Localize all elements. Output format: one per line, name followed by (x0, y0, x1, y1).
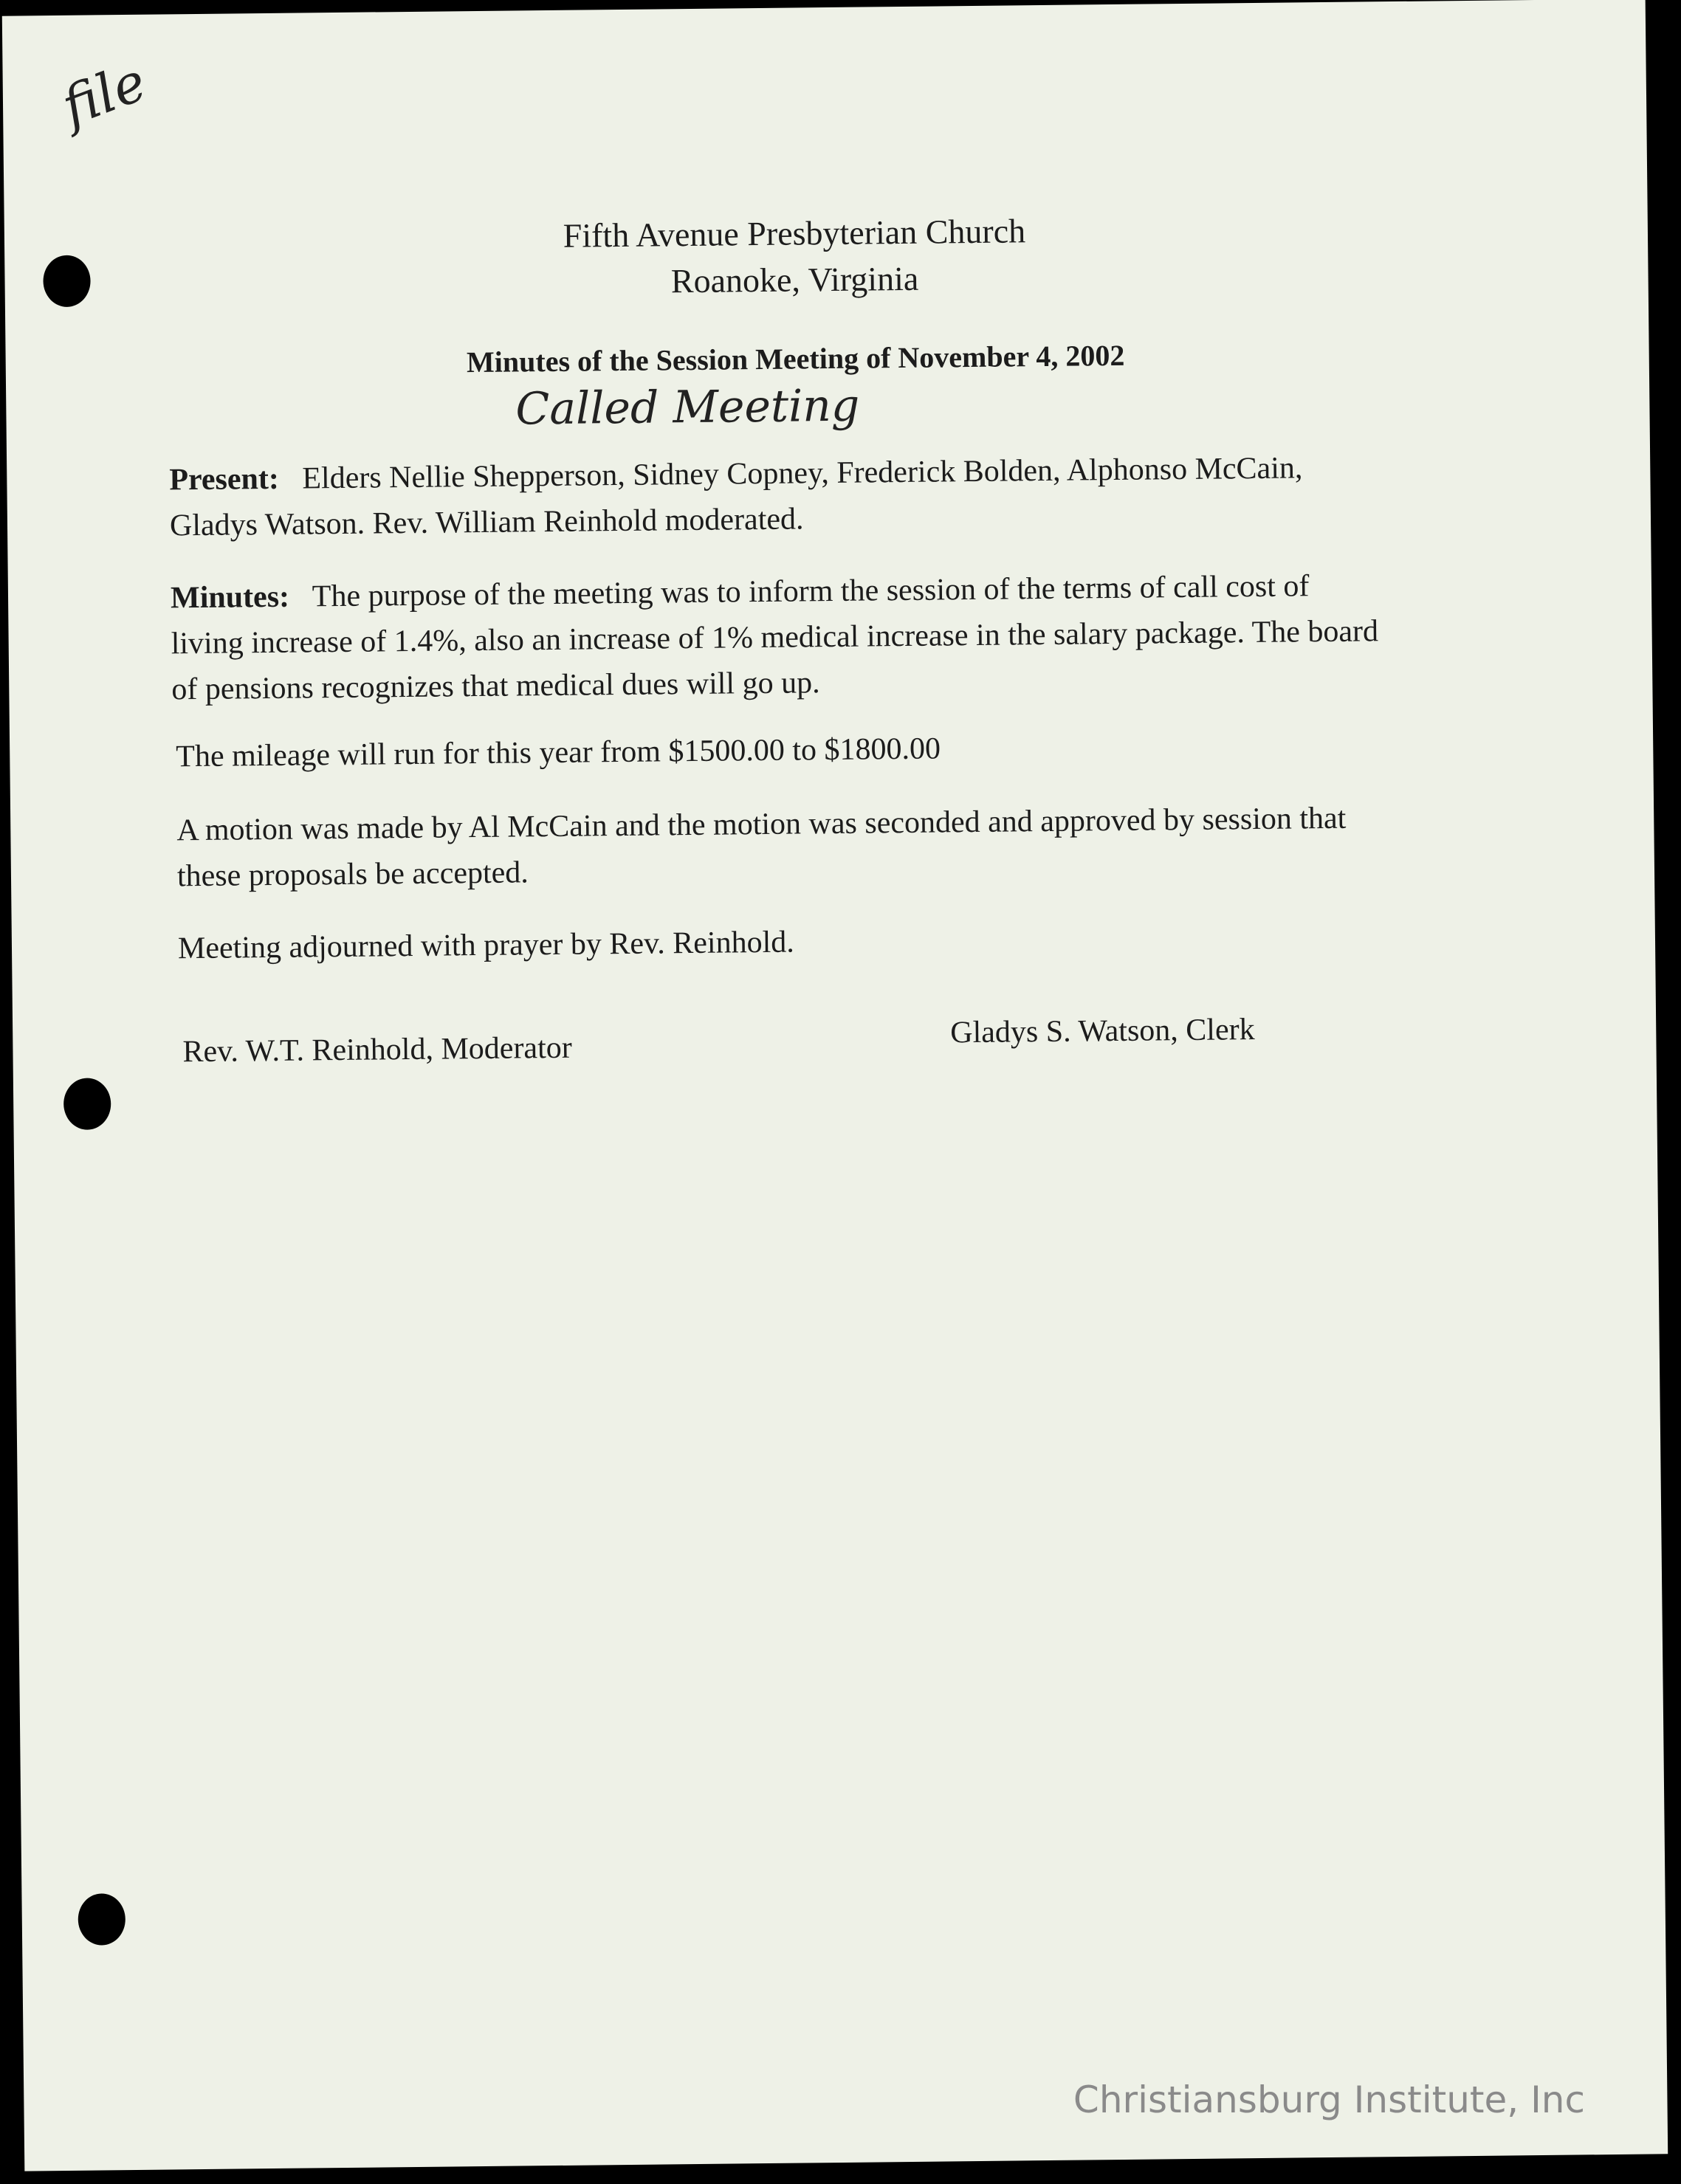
adjourn-paragraph: Meeting adjourned with prayer by Rev. Reinhold. (177, 925, 794, 966)
present-line-1 (169, 445, 1303, 503)
minutes-label: Minutes: (170, 579, 290, 616)
handwritten-called-meeting: Called Meeting (515, 379, 860, 435)
church-location: Roanoke, Virginia (670, 259, 919, 300)
moderator-signature: Rev. W.T. Reinhold, Moderator (182, 1030, 572, 1069)
mileage-paragraph: The mileage will run for this year from $1500.00 to $1800.00 (176, 731, 941, 774)
clerk-signature: Gladys S. Watson, Clerk (950, 1013, 1255, 1050)
minutes-text: The purpose of the meeting was to inform the session of the terms of call cost of (312, 569, 1310, 614)
minutes-line-3: of pensions recognizes that medical dues will go up. (171, 666, 820, 707)
document-page (2, 0, 1668, 2171)
motion-line-1: A motion was made by Al McCain and the motion was seconded and approved by session that (176, 801, 1347, 848)
watermark: Christiansburg Institute, Inc (1073, 2078, 1585, 2121)
motion-line-2: these proposals be accepted. (176, 855, 529, 894)
present-line-2: Gladys Watson. Rev. William Reinhold moderated. (169, 502, 804, 543)
minutes-title: Minutes of the Session Meeting of November 4, 2002 (466, 338, 1125, 379)
present-text: Elders Nellie Shepperson, Sidney Copney, Frederick Bolden, Alphonso McCain, (302, 451, 1303, 496)
church-name: Fifth Avenue Presbyterian Church (563, 212, 1026, 255)
punch-hole (78, 1893, 126, 1946)
handwritten-file-note: file (53, 49, 154, 138)
punch-hole (63, 1078, 111, 1130)
present-label: Present: (169, 461, 280, 497)
minutes-line-2: living increase of 1.4%, also an increase of 1% medical increase in the salary package. The board (171, 614, 1379, 661)
